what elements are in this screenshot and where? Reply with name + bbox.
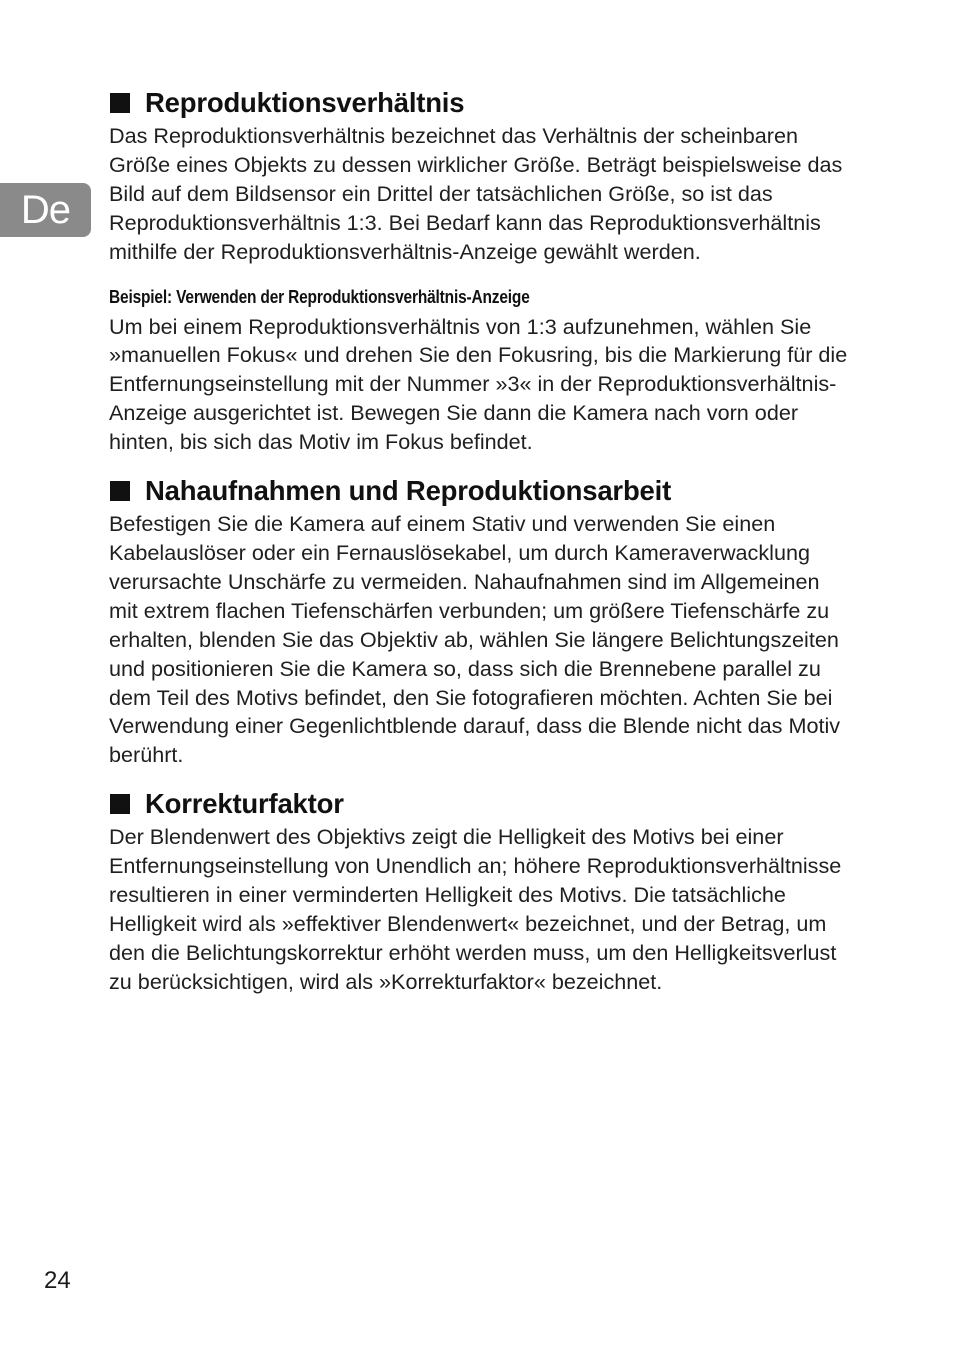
section-heading-korrekturfaktor — [109, 785, 854, 823]
square-bullet-icon — [110, 481, 130, 501]
page-number: 24 — [44, 1267, 71, 1294]
section-paragraph: Das Reproduktionsverhältnis bezeichnet das Verhältnis der scheinbaren Größe eines Objekts zu dessen wirklicher Größe. Beträgt beispielsweise das Bild auf dem Bildsensor ein Drittel der tatsächlichen Größe, so ist das Reproduktionsverhältnis 1:3. Bei Bedarf kann das Reproduktionsverhältnis mithilfe der Reproduktionsverhältnis-Anzeige gewählt werden. — [109, 123, 843, 264]
example-heading: Beispiel: Verwenden der Reproduktionsverhältnis-Anzeige — [109, 286, 530, 307]
square-bullet-icon — [110, 794, 130, 814]
section-heading-reproduktionsverhaeltnis — [109, 84, 854, 122]
section-heading-nahaufnahmen — [109, 472, 854, 510]
section-heading-text: Nahaufnahmen und Reproduktionsarbeit — [145, 475, 672, 507]
section-heading-text: Reproduktionsverhältnis — [145, 87, 465, 118]
square-bullet-icon — [110, 93, 130, 113]
section-paragraph: Befestigen Sie die Kamera auf einem Stativ und verwenden Sie einen Kabelauslöser oder ein Fernauslösekabel, um durch Kameraverwacklung verursachte Unschärfe zu vermeiden. Nahaufnahmen sind im Allgemeinen mit extrem flachen Tiefenschärfen verbunden; um größere Tiefenschärfe zu erhalten, blenden Sie das Objektiv ab, wählen Sie längere Belichtungszeiten und positionieren Sie die Kamera so, dass sich die Brennebene parallel zu dem Teil des Motivs befindet, den Sie fotografieren möchten. Achten Sie bei Verwendung einer Gegenlichtblende darauf, dass die Blende nicht das Motiv berührt. — [109, 511, 841, 768]
page-content — [109, 84, 854, 997]
section-heading-text: Korrekturfaktor — [145, 788, 344, 820]
language-tab: De — [0, 183, 91, 237]
example-paragraph: Um bei einem Reproduktionsverhältnis von 1:3 aufzunehmen, wählen Sie »manuellen Fokus« und drehen Sie den Fokusring, bis die Markierung für die Entfernungseinstellung mit der Nummer »3« in der Reproduktionsverhältnis-Anzeige ausgerichtet ist. Bewegen Sie dann die Kamera nach vorn oder hinten, bis sich das Motiv im Fokus befindet. — [109, 313, 848, 455]
section-paragraph: Der Blendenwert des Objektivs zeigt die Helligkeit des Motivs bei einer Entfernungseinstellung von Unendlich an; höhere Reproduktionsverhältnisse resultieren in einer verminderten Helligkeit des Motivs. Die tatsächliche Helligkeit wird als »effektiver Blendenwert« bezeichnet, und der Betrag, um den die Belichtungskorrektur erhöht werden muss, um den Helligkeitsverlust zu berücksichtigen, wird als »Korrekturfaktor« bezeichnet. — [109, 824, 842, 994]
